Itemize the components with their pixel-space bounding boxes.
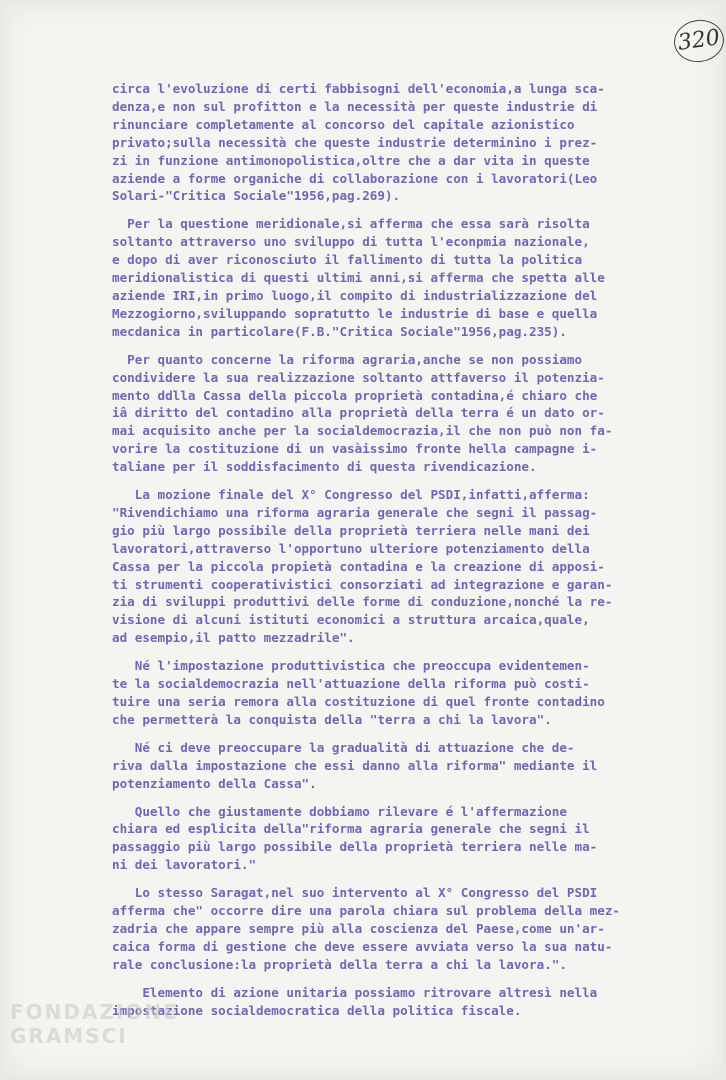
paragraph (112, 803, 692, 875)
watermark-line: FONDAZIONE (10, 1000, 179, 1024)
text-line: privato;sulla necessità che queste industrie determinino i prez- (112, 134, 598, 150)
paragraph (112, 984, 692, 1020)
text-line: mecdanica in particolare(F.B."Critica Sociale"1956,pag.235). (112, 323, 567, 339)
text-line: rinunciare completamente al concorso del capitale azionistico (112, 116, 575, 132)
text-line: tuire una seria remora alla costituzione di quel fronte contadino (112, 694, 605, 709)
text-line: meridionalistica di questi ultimi anni,si afferma che spetta alle (112, 270, 605, 286)
text-line: gio più largo possibile della proprietà terriera nelle mani dei (112, 522, 590, 538)
paragraph (112, 80, 692, 205)
text-line: Cassa per la piccola propietà contadina e la creazione di apposi- (112, 558, 605, 574)
text-line: riva dalla impostazione che essi danno alla riforma" mediante il (112, 757, 598, 773)
text-line: Né l'impostazione produttivistica che preoccupa evidentemen- (112, 658, 590, 674)
text-line: aziende a forme organiche di collaborazione con i lavoratori(Leo (112, 170, 598, 186)
text-line: caica forma di gestione che deve essere avviata verso la sua natu- (112, 938, 613, 954)
text-line: Per la questione meridionale,si afferma che essa sarà risolta (112, 216, 590, 232)
document-page (2, 2, 722, 1076)
text-line: Lo stesso Saragat,nel suo intervento al X° Congresso del PSDI (112, 885, 598, 901)
text-line: iâ diritto del contadino alla proprietà della terra é un dato or- (112, 405, 605, 421)
archive-watermark (10, 1000, 179, 1048)
text-line: La mozione finale del X° Congresso del PSDI,infatti,afferma: (112, 487, 590, 503)
text-line: "Rivendichiamo una riforma agraria generale che segni il passag- (112, 504, 598, 520)
text-line: ni dei lavoratori." (112, 857, 257, 873)
paragraph (112, 486, 692, 647)
text-line: passaggio più largo possibile della proprietà terriera nelle ma- (112, 839, 598, 855)
text-line: lavoratori,attraverso l'opportuno ulteriore potenziamento della (112, 540, 590, 556)
text-line: impostazione socialdemocratica della politica fiscale. (112, 1002, 522, 1018)
text-line: Solari-"Critica Sociale"1956,pag.269). (112, 188, 401, 204)
text-line: afferma che" occorre dire una parola chiara sul problema della mez- (112, 903, 620, 919)
text-line: Mezzogiorno,sviluppando sopratutto le industrie di base e quella (112, 305, 598, 321)
text-line: Né ci deve preoccupare la gradualità di attuazione che de- (112, 739, 575, 755)
text-line: che permetterà la conquista della "terra a chi la lavora". (112, 711, 552, 727)
text-line: denza,e non sul profitton e la necessità per queste industrie di (112, 98, 598, 114)
text-line: zadria che appare sempre più alla coscienza del Paese,come un'ar- (112, 920, 605, 936)
text-line: mai acquisito anche per la socialdemocrazia,il che non può non fa- (112, 423, 613, 439)
paragraph (112, 351, 692, 476)
text-line: aziende IRI,in primo luogo,il compito di industrializzazione del (112, 287, 598, 303)
text-line: Per quanto concerne la riforma agraria,anche se non possiamo (112, 351, 583, 367)
text-line: mento ddlla Cassa della piccola proprietà contadina,é chiaro che (112, 387, 598, 403)
text-line: ad esempio,il patto mezzadrile". (112, 630, 355, 646)
text-line: vorire la costituzione di un vasàissimo fronte hella campagne i- (112, 441, 598, 457)
text-line: zia di sviluppi produttivi delle forme di conduzione,nonché la re- (112, 594, 613, 610)
text-line: e dopo di aver riconosciuto il fallimento di tutta la politica (112, 252, 583, 268)
text-line: circa l'evoluzione di certi fabbisogni dell'economia,a lunga sca- (112, 81, 605, 96)
text-line: te la socialdemocrazia nell'attuazione della riforma può costi- (112, 676, 590, 692)
text-line: Quello che giustamente dobbiamo rilevare é l'affermazione (112, 803, 567, 819)
text-line: potenziamento della Cassa". (112, 775, 317, 791)
paragraph (112, 739, 692, 793)
paragraph (112, 884, 692, 974)
paragraph (112, 657, 692, 729)
text-line: visione di alcuni istituti economici a struttura arcaica,quale, (112, 612, 590, 628)
text-line: rale conclusione:la proprietà della terra a chi la lavora.". (112, 956, 567, 972)
text-line: Elemento di azione unitaria possiamo ritrovare altresì nella (112, 984, 598, 1000)
text-line: soltanto attraverso uno sviluppo di tutta l'econpmia nazionale, (112, 234, 590, 250)
text-line: condividere la sua realizzazione soltanto attfaverso il potenzia- (112, 369, 605, 385)
watermark-line: GRAMSCI (10, 1024, 128, 1048)
paragraph (112, 215, 692, 340)
text-line: ti strumenti cooperativistici consorziati ad integrazione e garan- (112, 576, 613, 592)
text-line: zi in funzione antimonopolistica,oltre che a dar vita in queste (112, 152, 590, 168)
page-number-stamp: 320 (671, 17, 726, 66)
typewritten-body (112, 80, 692, 1030)
text-line: taliane per il soddisfacimento di questa rivendicazione. (112, 459, 537, 475)
text-line: chiara ed esplicita della"riforma agraria generale che segni il (112, 821, 590, 837)
